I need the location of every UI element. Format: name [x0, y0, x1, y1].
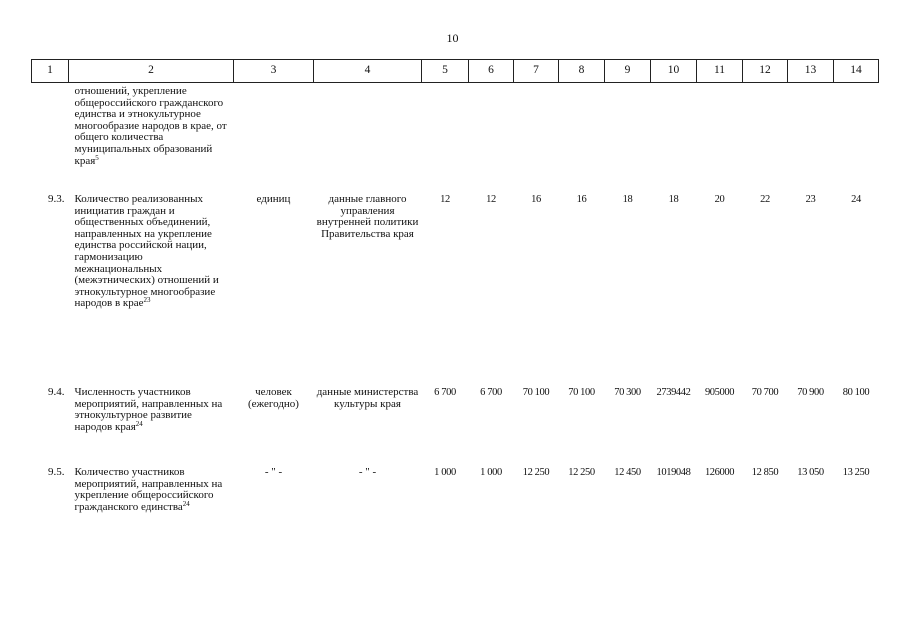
value-cell: 12 [440, 194, 450, 205]
indicator-name: Количество реализованных инициатив граждан и общественных объединений, направленных на укрепление единства российской нации, гармонизацию межнациональных (межэтнических) отношений и этнокультурное многообразие народов в крае [74, 193, 219, 310]
value-cell: 70 100 [522, 387, 550, 398]
value-cell: 16 [531, 194, 541, 205]
value-cell: 70 900 [797, 387, 824, 398]
indicator-name-cell [69, 387, 234, 467]
value-cell: 70 100 [568, 387, 595, 398]
value-cell: 20 [714, 194, 725, 205]
row-number: 9.3. [48, 193, 65, 205]
table-row [32, 387, 879, 467]
value-cell: 126000 [704, 467, 735, 478]
value-cell: 18 [668, 194, 679, 205]
header-cell: 5 [422, 60, 469, 83]
value-cell: 23 [805, 194, 816, 205]
footnote-ref: 23 [143, 296, 151, 305]
unit: единиц [256, 193, 291, 205]
value-cell: 70 300 [614, 387, 641, 398]
header-cell: 11 [697, 60, 743, 83]
source: - " - [358, 466, 377, 478]
continuation-cell [69, 83, 234, 195]
header-cell: 1 [32, 60, 69, 83]
header-cell: 3 [234, 60, 314, 83]
indicator-name-cell [69, 467, 234, 547]
header-cell: 4 [314, 60, 422, 83]
unit: человек (ежегодно) [248, 386, 299, 410]
value-cell: 16 [576, 194, 587, 205]
footnote-ref: 24 [135, 419, 143, 428]
value-cell: 905000 [704, 387, 735, 398]
value-cell: 12 250 [522, 467, 550, 478]
header-row [32, 60, 879, 83]
indicator-name: Численность участников мероприятий, направленных на этнокультурное развитие народов края [74, 386, 223, 433]
row-number: 9.4. [48, 386, 65, 398]
value-cell: 2739442 [656, 387, 691, 398]
footnote-ref: 24 [182, 499, 190, 508]
indicators-table [31, 59, 879, 547]
value-cell: 13 050 [797, 467, 824, 478]
value-cell: 1 000 [480, 467, 502, 478]
unit: - " - [264, 466, 283, 478]
value-cell: 6 700 [480, 387, 502, 398]
header-cell: 14 [834, 60, 879, 83]
continuation-row [32, 83, 879, 195]
indicator-name-cell [69, 194, 234, 387]
value-cell: 80 100 [842, 387, 870, 398]
header-cell: 8 [559, 60, 605, 83]
value-cell: 6 700 [434, 387, 456, 398]
source: данные министерства культуры края [316, 386, 419, 410]
header-cell: 10 [651, 60, 697, 83]
table-row [32, 467, 879, 547]
value-cell: 13 250 [842, 467, 870, 478]
value-cell: 12 450 [614, 467, 641, 478]
value-cell: 24 [851, 194, 861, 205]
value-cell: 70 700 [751, 387, 779, 398]
value-cell: 12 [486, 194, 496, 205]
indicator-name: Количество участников мероприятий, направленных на укрепление общероссийского гражданского единства [74, 466, 223, 513]
header-cell: 12 [743, 60, 788, 83]
value-cell: 1019048 [656, 467, 691, 478]
table-row [32, 194, 879, 387]
row-number: 9.5. [48, 466, 65, 478]
header-cell: 2 [69, 60, 234, 83]
continuation-text: отношений, укрепление общероссийского гражданского единства и этнокультурное многообразие народов в крае, от общего количества муниципальных образований края [74, 85, 227, 167]
source: данные главного управления внутренней политики Правительства края [316, 193, 419, 240]
value-cell: 22 [760, 194, 770, 205]
header-cell: 13 [788, 60, 834, 83]
header-cell: 6 [469, 60, 514, 83]
value-cell: 1 000 [434, 467, 456, 478]
page-number: 10 [446, 31, 459, 45]
value-cell: 12 250 [568, 467, 595, 478]
header-cell: 7 [514, 60, 559, 83]
footnote-ref: 5 [95, 153, 99, 162]
header-cell: 9 [605, 60, 651, 83]
value-cell: 12 850 [751, 467, 779, 478]
value-cell: 18 [622, 194, 633, 205]
